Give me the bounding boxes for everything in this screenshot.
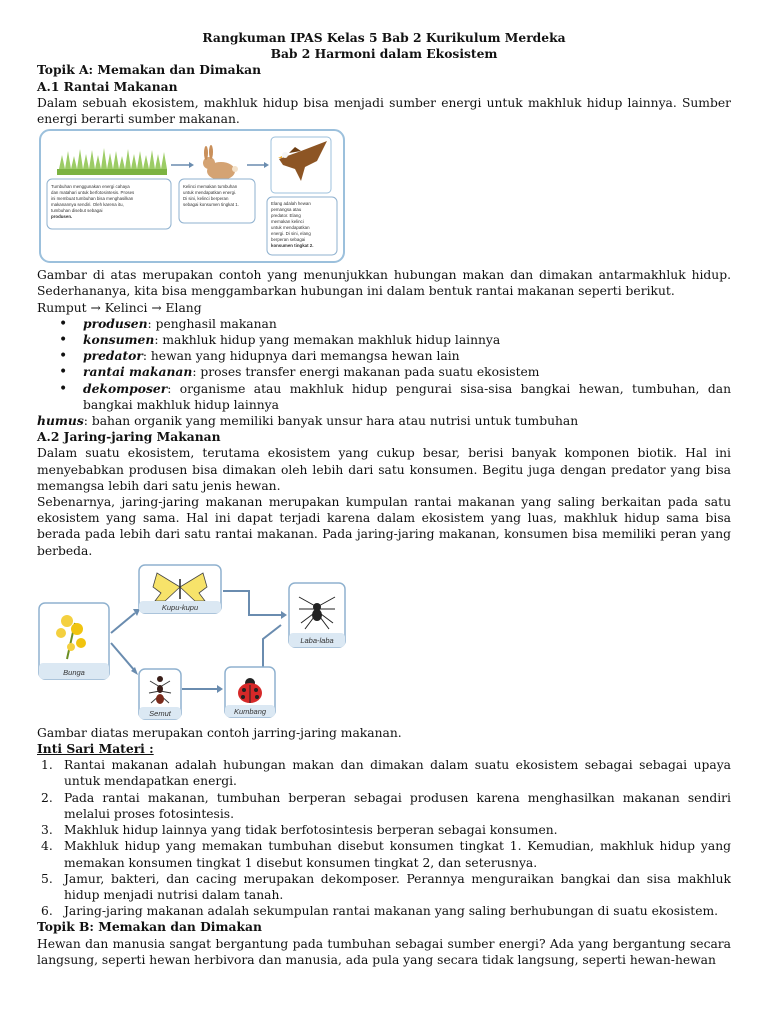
section-a2-paragraph-2: Sebenarnya, jaring-jaring makanan merupakan kumpulan rantai makanan yang saling berkaitan pada satu ekosistem yang sama. Hal ini dapat terjadi karena dalam ekosistem yang luas, makhluk hidup sama bisa berada pada lebih dari satu rantai makanan. Pada jaring-jaring makanan, konsumen bisa memiliki peran yang berbeda.	[37, 495, 731, 558]
topic-b-paragraph: Hewan dan manusia sangat bergantung pada tumbuhan sebagai sumber energi? Ada yang bergantung secara langsung, seperti hewan herbivora dan manusia, ada pula yang secara tidak langsung, seperti hewan-hewan	[37, 936, 731, 967]
box2-line: untuk mendapatkan energi.	[183, 190, 237, 196]
item-text: Makhluk hidup lainnya yang tidak berfotosintesis berperan sebagai konsumen.	[64, 823, 558, 838]
box3-line: energi. Di sini, elang	[271, 231, 311, 237]
box3-line: predator. Elang	[271, 213, 301, 219]
box1-line: Tumbuhan menggunakan energi cahaya	[51, 184, 130, 190]
box2-line: sebagai konsumen tingkat 1.	[183, 202, 239, 208]
arrow-kupu-laba	[223, 591, 281, 615]
item-text: Rantai makanan adalah hubungan makan dan dimakan dalam suatu ekosistem sebagai sebagai upaya untuk mendapatkan energi.	[64, 758, 731, 789]
kumbang-card	[225, 667, 275, 717]
arrow-bunga-semut	[111, 643, 135, 671]
topic-a-heading: Topik A: Memakan dan Dimakan	[37, 62, 262, 78]
box2-line: Kelinci memakan tumbuhan	[183, 184, 238, 190]
topic-b-heading: Topik B: Memakan dan Dimakan	[37, 919, 262, 935]
bunga-label: Bunga	[63, 667, 85, 677]
list-item	[83, 332, 731, 348]
list-item	[83, 364, 731, 380]
list-item	[83, 316, 731, 332]
document-subtitle: Bab 2 Harmoni dalam Ekosistem	[270, 46, 498, 62]
arrowhead-icon	[217, 685, 223, 693]
term-label: predator	[83, 348, 143, 364]
humus-text: : bahan organik yang memiliki banyak unsur hara atau nutrisi untuk tumbuhan	[83, 414, 579, 429]
kumbang-label: Kumbang	[233, 706, 267, 716]
term-definition: : makhluk hidup yang memakan makhluk hidup lainnya	[154, 333, 501, 348]
box3-line: Elang adalah hewan	[271, 201, 311, 207]
kupu-card	[139, 565, 221, 613]
item-number: 6.	[41, 904, 53, 919]
item-text: Makhluk hidup yang memakan tumbuhan disebut konsumen tingkat 1. Kemudian, makhluk hidup yang memakan konsumen tingkat 1 disebut konsumen tingkat 2, dan seterusnya.	[64, 839, 731, 870]
term-label: produsen	[83, 315, 148, 331]
box1-line: tumbuhan disebut sebagai	[51, 208, 103, 214]
box1-line: makanannya sendiri. Oleh karena itu,	[51, 202, 124, 208]
term-label: konsumen	[83, 332, 155, 348]
box1-line: dan matahari untuk berfotosintesis. Proses	[51, 190, 135, 196]
list-item	[83, 348, 731, 364]
summary-heading: Inti Sari Materi :	[37, 741, 154, 757]
list-item	[41, 757, 731, 789]
list-item	[41, 822, 731, 838]
kupu-label: Kupu-kupu	[161, 602, 199, 612]
term-definition: : hewan yang hidupnya dari memangsa hewan lain	[142, 349, 460, 364]
list-item	[41, 838, 731, 870]
list-item	[41, 790, 731, 822]
box3-line: untuk mendapatkan	[271, 225, 310, 231]
item-number: 1.	[41, 758, 53, 773]
section-a1-paragraph: Dalam sebuah ekosistem, makhluk hidup bisa menjadi sumber energi untuk makhluk hidup lainnya. Sumber energi berarti sumber makanan.	[37, 95, 731, 127]
item-text: Pada rantai makanan, tumbuhan berperan sebagai produsen karena menghasilkan makanan sendiri melalui proses fotosintesis.	[64, 790, 731, 821]
box3-line: pemangsa atau	[271, 207, 302, 213]
term-label: rantai makanan	[83, 364, 193, 380]
item-number: 5.	[41, 871, 53, 886]
food-web-figure	[37, 563, 349, 723]
term-definition: : proses transfer energi makanan pada suatu ekosistem	[192, 365, 540, 380]
item-number: 3.	[41, 823, 53, 838]
box3-line: memakan kelinci	[271, 219, 304, 225]
semut-card	[139, 669, 181, 719]
box3-line: berperan sebagai	[271, 237, 306, 243]
document-page	[37, 30, 731, 968]
item-number: 4.	[41, 839, 53, 854]
figure1-explanation: Gambar di atas merupakan contoh yang menunjukkan hubungan makan dan dimakan antarmakhluk hidup. Sederhananya, kita bisa menggambarkan hubungan ini dalam bentuk rantai makanan seperti berikut.	[37, 268, 731, 299]
arrowhead-icon	[281, 611, 287, 619]
figure2-caption: Gambar diatas merupakan contoh jarring-jaring makanan.	[37, 725, 402, 740]
laba-label: Laba-laba	[300, 635, 334, 645]
box3-line: konsumen tingkat 2.	[271, 243, 314, 249]
list-item	[41, 871, 731, 903]
humus-term: humus	[37, 413, 84, 429]
list-item	[41, 903, 731, 919]
term-definition: : penghasil makanan	[147, 316, 277, 331]
terms-list	[37, 316, 731, 413]
summary-list	[37, 757, 731, 919]
box1-line: ini membuat tumbuhan bisa menghasilkan	[51, 196, 134, 202]
section-a2-paragraph-1: Dalam suatu ekosistem, terutama ekosistem yang cukup besar, berisi banyak komponen biotik. Hal ini menyebabkan produsen bisa dimakan oleh lebih dari satu konsumen. Begitu juga dengan predator yang bisa memangsa lebih dari satu jenis hewan.	[37, 446, 731, 493]
humus-definition	[37, 413, 731, 429]
section-a1-heading: A.1 Rantai Makanan	[37, 78, 178, 94]
food-chain-example: Rumput → Kelinci → Elang	[37, 300, 202, 315]
semut-label: Semut	[149, 708, 171, 718]
food-chain-figure	[39, 129, 345, 263]
term-definition: : organisme atau makhluk hidup pengurai sisa-sisa bangkai hewan, tumbuhan, dan bangkai makhluk hidup lainnya	[83, 381, 731, 412]
bunga-card	[39, 603, 109, 679]
arrow-bunga-kupu	[111, 613, 135, 633]
list-item	[83, 381, 731, 413]
term-label: dekomposer	[83, 380, 168, 396]
box2-line: Di sini, kelinci berperan	[183, 196, 229, 202]
item-text: Jaring-jaring makanan adalah sekumpulan rantai makanan yang saling berhubungan di suatu ekosistem.	[64, 904, 719, 919]
document-title: Rangkuman IPAS Kelas 5 Bab 2 Kurikulum Merdeka	[202, 30, 566, 45]
section-a2-heading: A.2 Jaring-jaring Makanan	[37, 429, 221, 445]
box1-line: produsen.	[51, 214, 73, 220]
eagle-illustration	[271, 137, 331, 193]
item-number: 2.	[41, 790, 53, 805]
laba-card	[289, 583, 345, 647]
item-text: Jamur, bakteri, dan cacing merupakan dekomposer. Perannya menguraikan bangkai dan sisa makhluk hidup menjadi nutrisi dalam tanah.	[64, 871, 731, 902]
